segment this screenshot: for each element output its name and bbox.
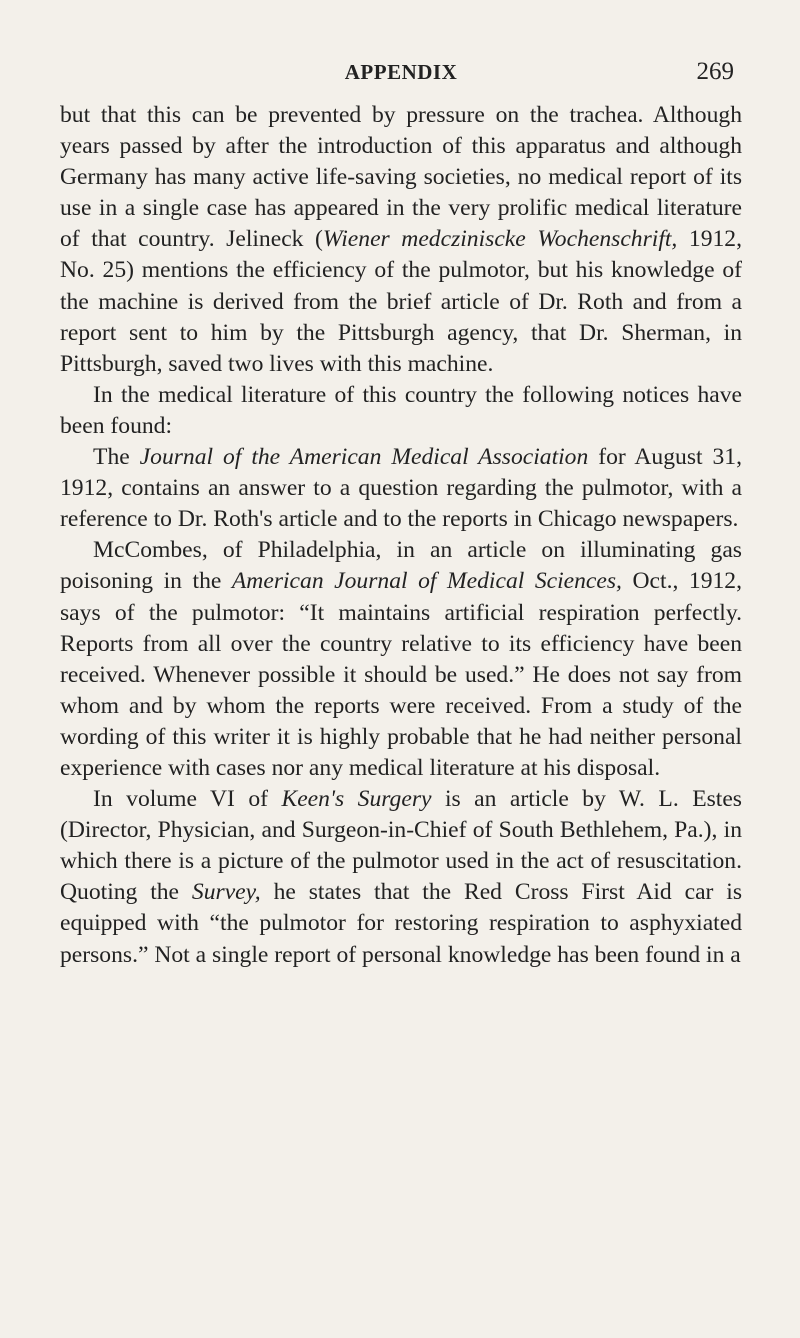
text-run: is an article by W. L. Estes (Director, Physician, and Surgeon-in-Chief of South Bethlehem, Pa.), in which there is a picture of the pulmotor used in the act of resuscitation. Quoting the (60, 786, 742, 906)
text-run: The (93, 444, 140, 471)
journal-title-jama: Journal of the American Medical Association (139, 444, 589, 471)
journal-title-wiener: Wiener medcziniscke Wochenschrift, (322, 226, 678, 253)
text-run: 1912, No. 25) mentions the efficiency of the pulmotor, but his knowledge of the machine is derived from the brief article of Dr. Roth and from a report sent to him by the Pittsburgh agency, that Dr. Sherman, in Pittsburgh, saved two lives with this machine. (60, 226, 742, 377)
paragraph-jama (60, 442, 742, 535)
text-run: Oct., 1912, says of the pulmotor: “It maintains artificial respiration perfectly. Reports from all over the country relative to its efficiency have been received. Whenever possible it should be used.” He does not say from whom and by whom the reports were received. From a study of the wording of this writer it is highly probable that he had neither personal experience with cases nor any medical literature at his disposal. (60, 568, 743, 781)
running-title: APPENDIX (344, 60, 458, 84)
text-run: In volume VI of (93, 786, 282, 813)
journal-title-survey: Survey, (191, 879, 261, 906)
text-run: but that this can be prevented by pressure on the trachea. Although years passed by after the introduction of this apparatus and although Germany has many active life-saving societies, no medical report of its use in a single case has appeared in the very prolific medical literature of that country. Jelineck ( (60, 102, 742, 253)
text-run: McCombes, of Philadelphia, in an article on illuminating gas poisoning in the (60, 537, 742, 595)
page-number: 269 (696, 58, 734, 85)
text-run: In the medical literature of this country the following notices have been found: (60, 381, 742, 439)
paragraph-keen (60, 784, 742, 971)
book-title-keens-surgery: Keen's Surgery (281, 786, 432, 813)
journal-title-american-journal: American Journal of Medical Sciences, (231, 568, 622, 595)
paragraph-notices (60, 380, 742, 442)
paragraph-mccombes (60, 535, 742, 784)
paragraph-continuation (60, 100, 742, 380)
text-run: he states that the Red Cross First Aid car is equipped with “the pulmotor for restoring respiration to asphyxiated persons.” Not a single report of personal knowledge has been found in a (60, 879, 743, 968)
body-text (60, 100, 742, 971)
text-run: for August 31, 1912, contains an answer to a question regarding the pulmotor, with a reference to Dr. Roth's article and to the reports in Chicago newspapers. (60, 444, 742, 533)
running-head (60, 60, 742, 100)
book-page (60, 60, 742, 971)
